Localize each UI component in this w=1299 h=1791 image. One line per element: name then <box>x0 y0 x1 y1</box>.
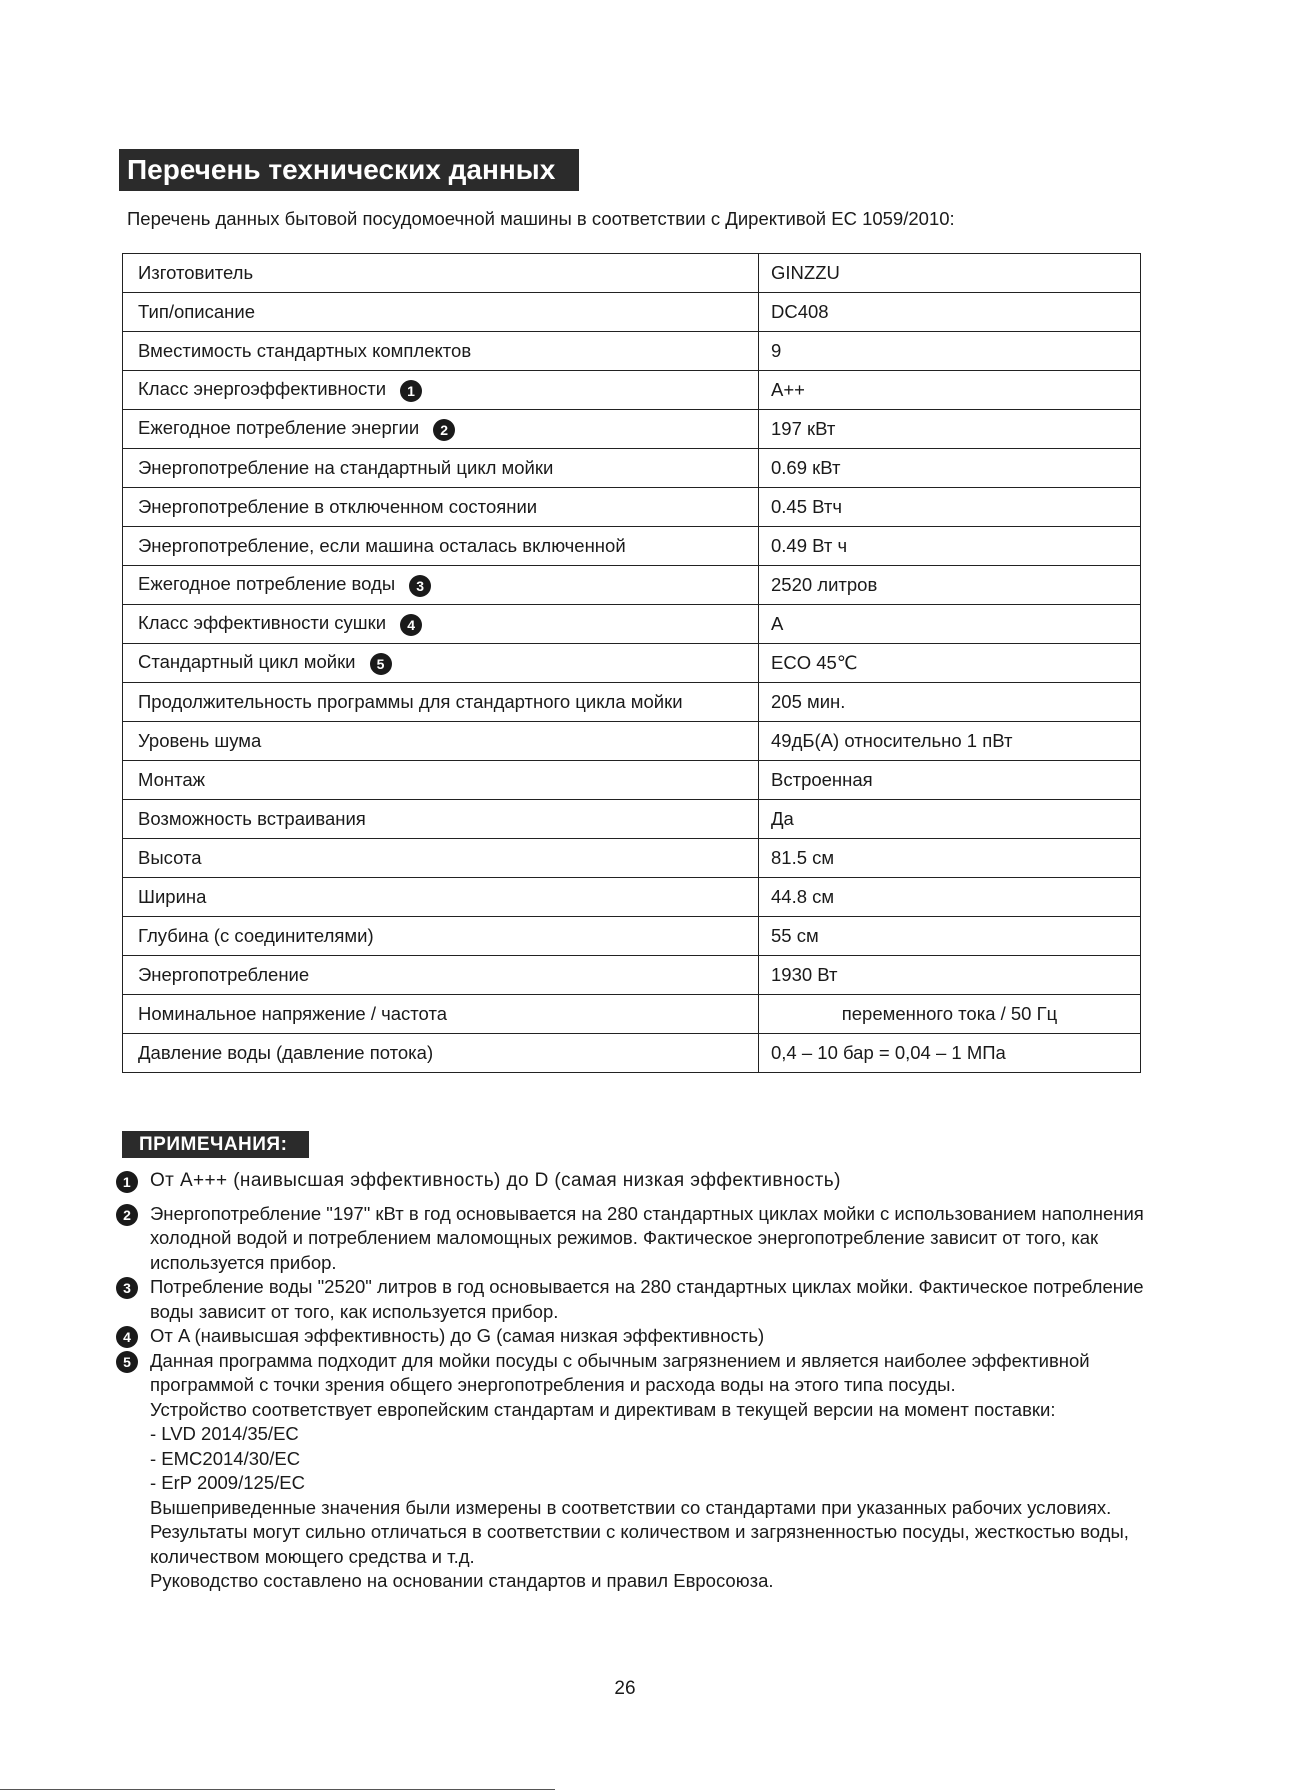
spec-value: 81.5 см <box>759 839 1141 878</box>
intro-text: Перечень данных бытовой посудомоечной машины в соответствии с Директивой ЕС 1059/2010: <box>127 208 955 229</box>
spec-label-cell <box>123 956 759 995</box>
spec-label-cell <box>123 371 759 410</box>
spec-label-cell <box>123 995 759 1034</box>
spec-label-cell <box>123 917 759 956</box>
spec-label-cell <box>123 839 759 878</box>
table-row <box>123 410 1141 449</box>
spec-label-cell <box>123 800 759 839</box>
table-row <box>123 332 1141 371</box>
spec-label: Класс энергоэффективности <box>138 378 387 400</box>
spec-value: 0.49 Вт ч <box>759 527 1141 566</box>
spec-value: 44.8 см <box>759 878 1141 917</box>
spec-label-cell <box>123 1034 759 1073</box>
note-number-badge: 4 <box>400 614 422 636</box>
spec-label: Глубина (с соединителями) <box>138 925 374 946</box>
spec-label-cell <box>123 683 759 722</box>
note-text: От A (наивысшая эффективность) до G (самая низкая эффективность) <box>150 1325 765 1346</box>
spec-label: Ежегодное потребление воды <box>138 573 396 595</box>
spec-label: Уровень шума <box>138 730 262 751</box>
note-number-badge: 3 <box>116 1277 138 1299</box>
spec-label: Ширина <box>138 886 207 907</box>
divider <box>0 1789 555 1790</box>
table-row <box>123 839 1141 878</box>
note-item <box>116 1202 1146 1276</box>
table-row <box>123 293 1141 332</box>
spec-value: 205 мин. <box>759 683 1141 722</box>
table-row <box>123 995 1141 1034</box>
table-row <box>123 644 1141 683</box>
spec-value: 197 кВт <box>759 410 1141 449</box>
compliance-text: Устройство соответствует европейским стандартам и директивам в текущей версии на момент поставки: <box>150 1398 1056 1420</box>
spec-label-cell <box>123 293 759 332</box>
spec-label-cell <box>123 605 759 644</box>
compliance-text: - EMC2014/30/EC <box>150 1447 301 1469</box>
spec-label: Продолжительность программы для стандартного цикла мойки <box>138 691 683 712</box>
table-row <box>123 800 1141 839</box>
compliance-text: - LVD 2014/35/EC <box>150 1423 299 1444</box>
spec-label: Номинальное напряжение / частота <box>138 1003 447 1024</box>
note-text: Данная программа подходит для мойки посуды с обычным загрязнением и является наиболее эффективной программой с точки зрения общего энергопотребления и расхода воды на этого типа посуды. <box>150 1349 1090 1395</box>
spec-value: ECO 45℃ <box>759 644 1141 683</box>
spec-label-cell <box>123 527 759 566</box>
spec-label-cell <box>123 254 759 293</box>
spec-label: Энергопотребление в отключенном состоянии <box>138 496 538 517</box>
spec-value: GINZZU <box>759 254 1141 293</box>
table-row <box>123 488 1141 527</box>
spec-label-cell <box>123 410 759 449</box>
spec-value: A <box>759 605 1141 644</box>
spec-label: Тип/описание <box>138 301 255 322</box>
spec-value: Встроенная <box>759 761 1141 800</box>
notes-title: ПРИМЕЧАНИЯ: <box>122 1131 309 1158</box>
compliance-text: - ErP 2009/125/EC <box>150 1472 305 1493</box>
table-row <box>123 761 1141 800</box>
note-number-badge: 2 <box>116 1204 138 1226</box>
note-item <box>116 1275 1146 1324</box>
spec-label-cell <box>123 878 759 917</box>
spec-label: Вместимость стандартных комплектов <box>138 340 472 361</box>
page-number: 26 <box>614 1678 636 1699</box>
spec-table <box>122 253 1141 1073</box>
note-item <box>116 1324 1146 1349</box>
spec-label-cell <box>123 332 759 371</box>
table-row <box>123 878 1141 917</box>
spec-value: переменного тока / 50 Гц <box>759 995 1141 1034</box>
note-number-badge: 4 <box>116 1326 138 1348</box>
spec-value: A++ <box>759 371 1141 410</box>
note-number-badge: 1 <box>116 1171 138 1193</box>
spec-label-cell <box>123 449 759 488</box>
note-item <box>116 1349 1146 1398</box>
spec-label-cell <box>123 761 759 800</box>
note-text: От A+++ (наивысшая эффективность) до D (самая низкая эффективность) <box>150 1170 841 1191</box>
table-row <box>123 371 1141 410</box>
note-number-badge: 2 <box>433 419 455 441</box>
spec-value: 2520 литров <box>759 566 1141 605</box>
table-row <box>123 683 1141 722</box>
table-row <box>123 605 1141 644</box>
note-text: Энергопотребление "197" кВт в год основывается на 280 стандартных циклах мойки с использованием наполнения холодной водой и потреблением маломощных режимов. Фактическое энергопотребление зависит от того, как используется прибор. <box>150 1202 1144 1273</box>
notes-list <box>116 1169 1146 1594</box>
table-row <box>123 527 1141 566</box>
spec-value: 0.69 кВт <box>759 449 1141 488</box>
spec-value: 55 см <box>759 917 1141 956</box>
note-number-badge: 1 <box>400 380 422 402</box>
compliance-text: Вышеприведенные значения были измерены в соответствии со стандартами при указанных рабочих условиях. Результаты могут сильно отличаться в соответствии с количеством и загрязненностью посуды, жесткостью воды, количеством моющего средства и т.д. <box>150 1496 1129 1567</box>
spec-value: Да <box>759 800 1141 839</box>
spec-label: Высота <box>138 847 202 868</box>
spec-label: Энергопотребление на стандартный цикл мойки <box>138 457 554 478</box>
spec-label: Класс эффективности сушки <box>138 612 387 634</box>
spec-value: 49дБ(A) относительно 1 пВт <box>759 722 1141 761</box>
spec-label: Стандартный цикл мойки <box>138 651 356 673</box>
note-number-badge: 3 <box>409 575 431 597</box>
spec-label: Энергопотребление <box>138 964 310 985</box>
table-row <box>123 566 1141 605</box>
note-text: Потребление воды "2520" литров в год основывается на 280 стандартных циклах мойки. Фактическое потребление воды зависит от того, как используется прибор. <box>150 1276 1144 1322</box>
note-item <box>116 1169 1146 1194</box>
spec-label-cell <box>123 566 759 605</box>
spec-value: 1930 Вт <box>759 956 1141 995</box>
spec-label-cell <box>123 722 759 761</box>
compliance-text: Руководство составлено на основании стандартов и правил Евросоюза. <box>150 1570 774 1591</box>
table-row <box>123 917 1141 956</box>
spec-label: Монтаж <box>138 769 206 790</box>
table-row <box>123 254 1141 293</box>
spec-label-cell <box>123 488 759 527</box>
spec-value: 0,4 – 10 бар = 0,04 – 1 МПа <box>759 1034 1141 1073</box>
table-row <box>123 1034 1141 1073</box>
table-row <box>123 722 1141 761</box>
spec-label: Изготовитель <box>138 262 254 283</box>
spec-value: 0.45 Втч <box>759 488 1141 527</box>
spec-label: Возможность встраивания <box>138 808 366 829</box>
table-row <box>123 956 1141 995</box>
section-title: Перечень технических данных <box>119 149 579 191</box>
note-number-badge: 5 <box>116 1351 138 1373</box>
spec-value: DC408 <box>759 293 1141 332</box>
spec-label: Ежегодное потребление энергии <box>138 417 420 439</box>
spec-value: 9 <box>759 332 1141 371</box>
spec-label-cell <box>123 644 759 683</box>
spec-label: Давление воды (давление потока) <box>138 1042 434 1063</box>
spec-label: Энергопотребление, если машина осталась включенной <box>138 535 626 556</box>
table-row <box>123 449 1141 488</box>
note-number-badge: 5 <box>370 653 392 675</box>
